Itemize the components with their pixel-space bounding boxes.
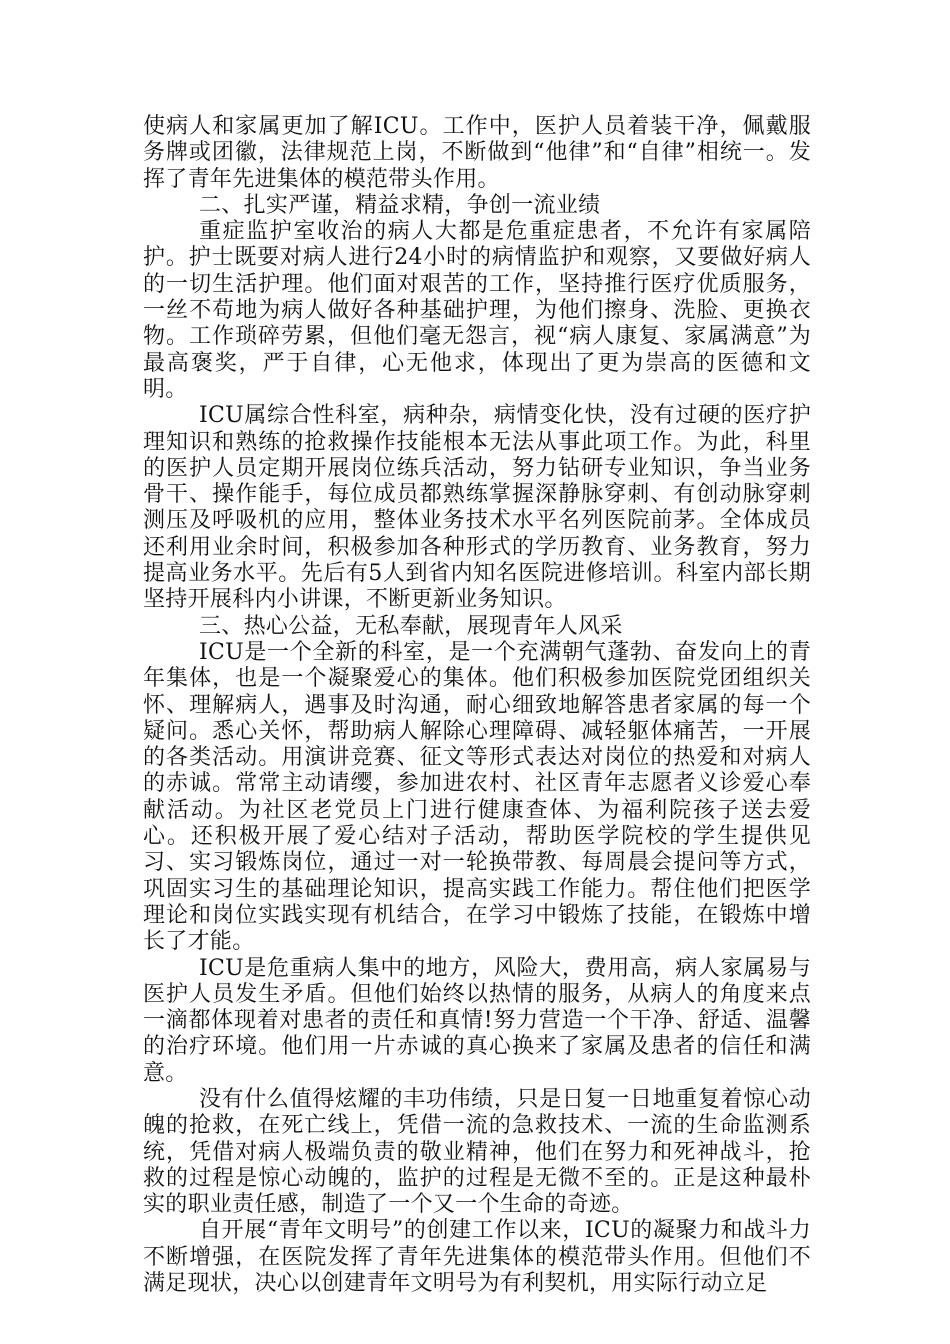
paragraph-3: ICU属综合性科室，病种杂，病情变化快，没有过硬的医疗护理知识和熟练的抢救操作技能根本无法从事此项工作。为此，科里的医护人员定期开展岗位练兵活动，努力钻研专业知识，争当业务骨干、操作能手，每位成员都熟练掌握深静脉穿刺、有创动脉穿刺测压及呼吸机的应用，整体业务技术水平名列医院前茅。全体成员还利用业余时间，积极参加各种形式的学历教育、业务教育，努力提高业务水平。先后有5人到省内知名医院进修培训。科室内部长期坚持开展科内小讲课，不断更新业务知识。: [143, 403, 811, 613]
paragraph-7: 自开展“青年文明号”的创建工作以来，ICU的凝聚力和战斗力不断增强，在医院发挥了青年先进集体的模范带头作用。但他们不满足现状，决心以创建青年文明号为有利契机，用实际行动立足: [143, 1218, 811, 1297]
document-body: [143, 114, 811, 1297]
section-heading-2: 二、扎实严谨，精益求精，争创一流业绩: [199, 192, 601, 218]
paragraph-5: ICU是危重病人集中的地方，风险大，费用高，病人家属易与医护人员发生矛盾。但他们始终以热情的服务，从病人的角度来点一滴都体现着对患者的责任和真情!努力营造一个干净、舒适、温馨的治疗环境。他们用一片赤诚的真心换来了家属及患者的信任和满意。: [143, 955, 811, 1086]
paragraph-4: ICU是一个全新的科室，是一个充满朝气蓬勃、奋发向上的青年集体，也是一个凝聚爱心的集体。他们积极参加医院党团组织关怀、理解病人，遇事及时沟通，耐心细致地解答患者家属的每一个疑问。悉心关怀，帮助病人解除心理障碍、减轻躯体痛苦，一开展的各类活动。用演讲竞赛、征文等形式表达对岗位的热爱和对病人的赤诚。常常主动请缨，参加进农村、社区青年志愿者义诊爱心奉献活动。为社区老党员上门进行健康查体、为福利院孩子送去爱心。还积极开展了爱心结对子活动，帮助医学院校的学生提供见习、实习锻炼岗位，通过一对一轮换带教、每周晨会提问等方式，巩固实习生的基础理论知识，提高实践工作能力。帮住他们把医学理论和岗位实践实现有机结合，在学习中锻炼了技能，在锻炼中增长了才能。: [143, 639, 811, 955]
paragraph-2: 重症监护室收治的病人大都是危重症患者，不允许有家属陪护。护士既要对病人进行24小时的病情监护和观察，又要做好病人的一切生活护理。他们面对艰苦的工作，坚持推行医疗优质服务，一丝不苟地为病人做好各种基础护理，为他们擦身、洗脸、更换衣物。工作琐碎劳累，但他们毫无怨言，视“病人康复、家属满意”为最高褒奖，严于自律，心无他求，体现出了更为崇高的医德和文明。: [143, 219, 811, 402]
paragraph-1: 使病人和家属更加了解ICU。工作中，医护人员着装干净，佩戴服务牌或团徽，法律规范上岗，不断做到“他律”和“自律”相统一。发挥了青年先进集体的模范带头作用。: [143, 114, 811, 192]
section-heading-3: 三、热心公益，无私奉献，展现青年人风采: [199, 613, 623, 639]
paragraph-6: 没有什么值得炫耀的丰功伟绩，只是日复一日地重复着惊心动魄的抢救，在死亡线上，凭借一流的急救技术、一流的生命监测系统，凭借对病人极端负责的敬业精神，他们在努力和死神战斗，抢救的过程是惊心动魄的，监护的过程是无微不至的。正是这种最朴实的职业责任感，制造了一个又一个生命的奇迹。: [143, 1086, 811, 1218]
